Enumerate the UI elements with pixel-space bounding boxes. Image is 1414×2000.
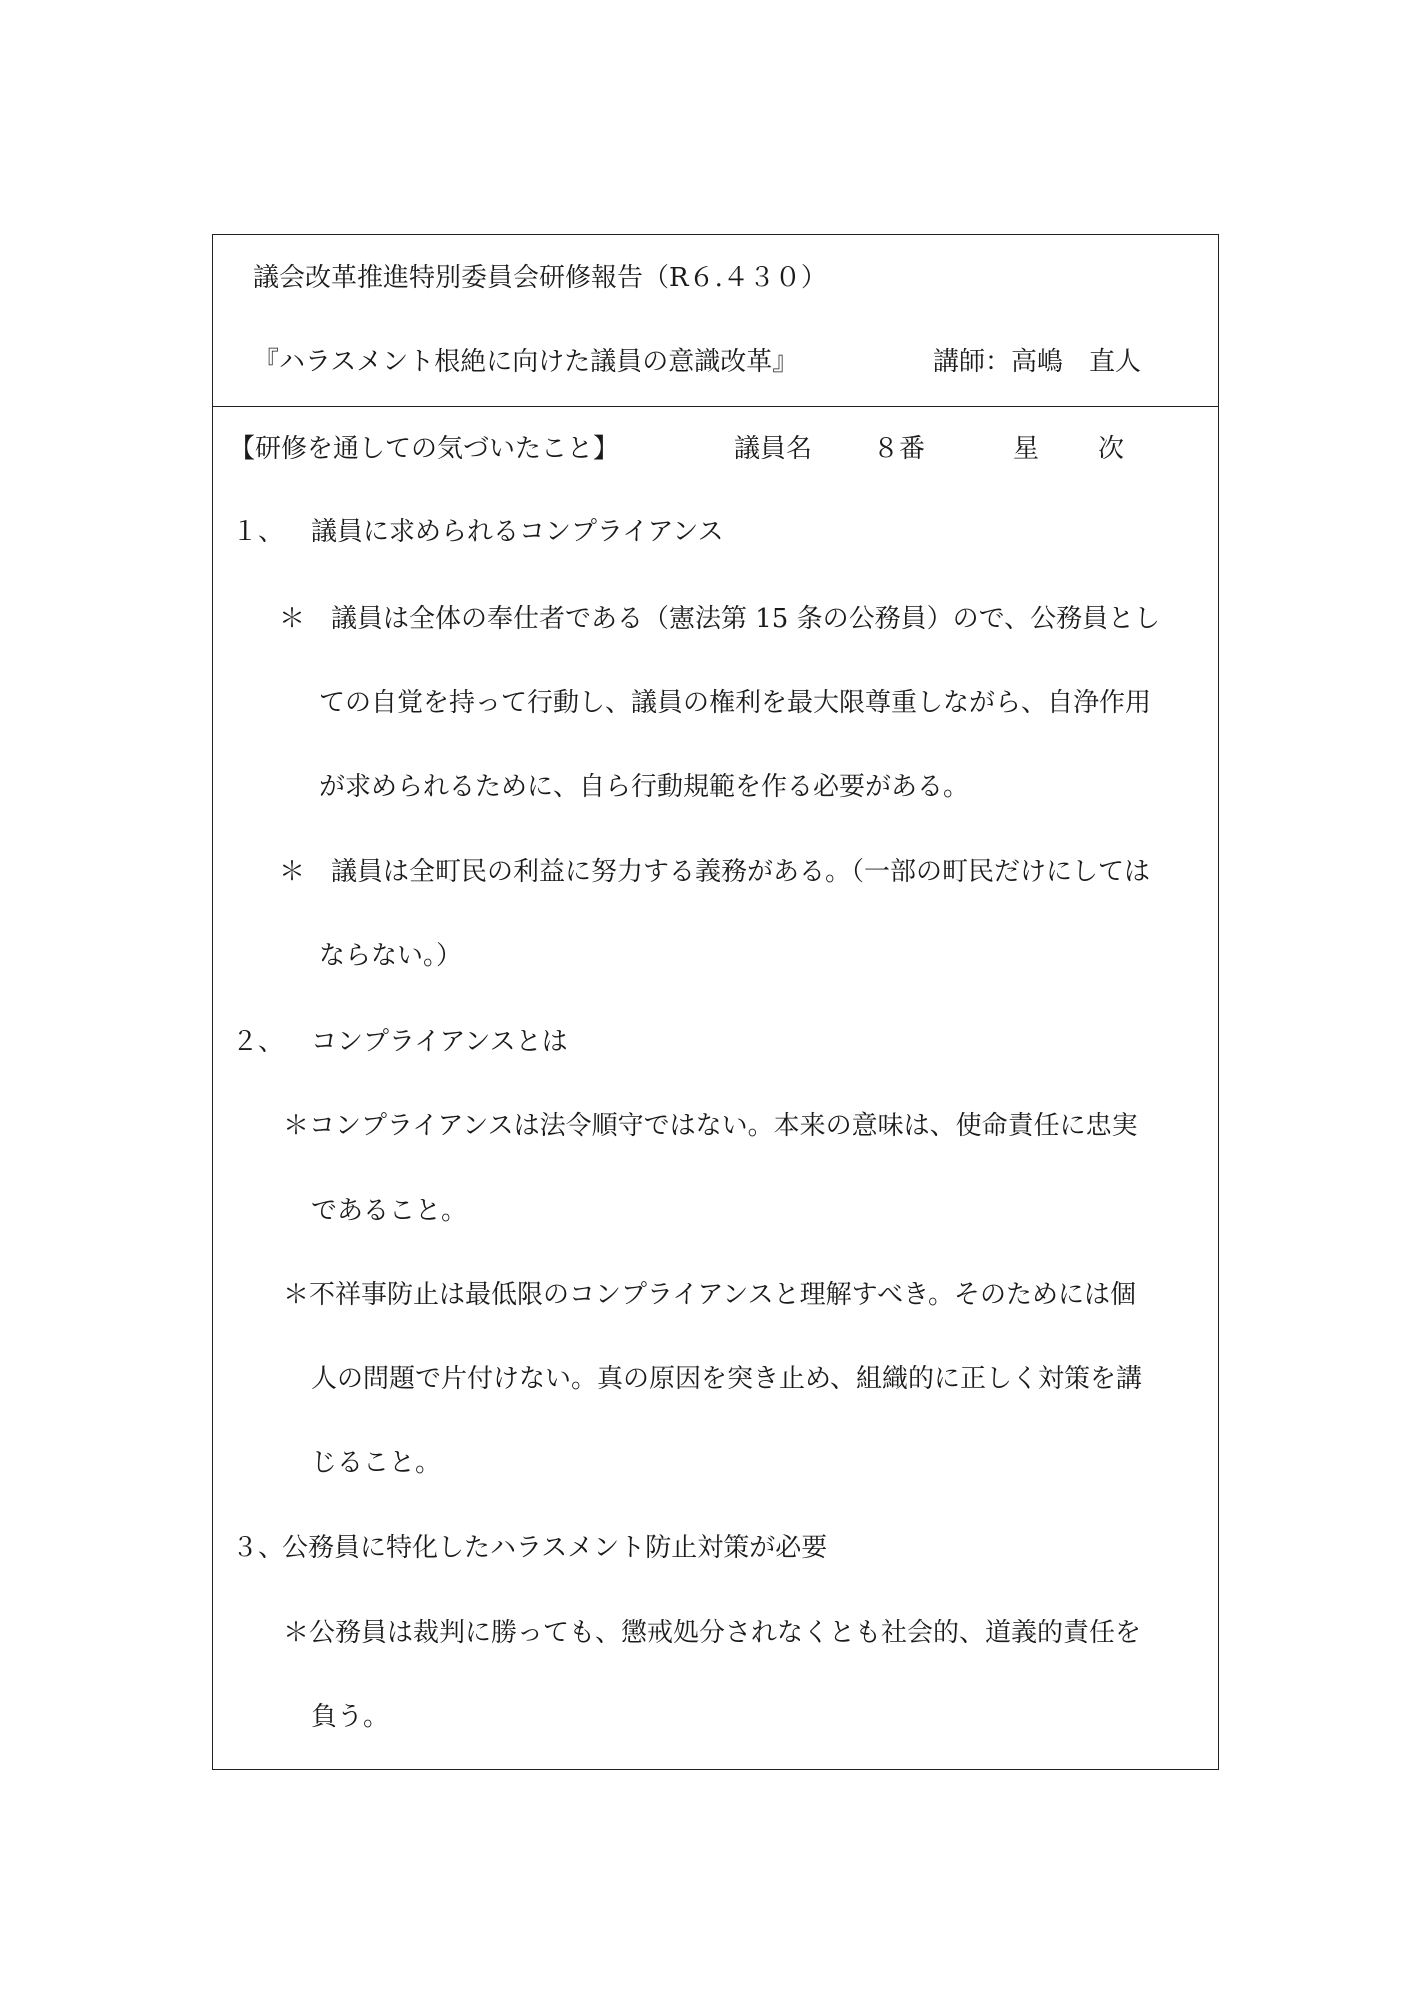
report-title: 議会改革推進特別委員会研修報告（R６.４３０）: [253, 263, 827, 293]
member-name-first: 星: [1013, 434, 1040, 464]
member-label: 議員名: [734, 434, 813, 464]
bullet-line: が求められるために、自ら行動規範を作る必要がある。: [319, 772, 970, 802]
bullet-line: ＊ 議員は全体の奉仕者である（憲法第 15 条の公務員）ので、公務員とし: [279, 604, 1161, 634]
bullet-line: ＊ 議員は全町民の利益に努力する義務がある。（一部の町民だけにしては: [279, 857, 1151, 887]
bullet-line: ての自覚を持って行動し、議員の権利を最大限尊重しながら、自浄作用: [319, 688, 1152, 718]
bullet-line: 負う。: [311, 1702, 390, 1732]
section-number: ２、: [232, 1027, 285, 1057]
member-number: ８番: [873, 434, 926, 464]
bullet-line: じること。: [311, 1448, 442, 1478]
section-number: １、: [232, 517, 285, 547]
bullet-line: ならない。）: [319, 941, 463, 971]
bullet-line: ＊公務員は裁判に勝っても、懲戒処分されなくとも社会的、道義的責任を: [283, 1618, 1142, 1648]
bullet-line: であること。: [311, 1196, 468, 1226]
header-divider: [213, 406, 1218, 407]
bullet-line: ＊不祥事防止は最低限のコンプライアンスと理解すべき。そのためには個: [283, 1280, 1137, 1310]
training-subject: 『ハラスメント根絶に向けた議員の意識改革』: [253, 347, 799, 377]
section-number: ３、: [232, 1533, 285, 1563]
bullet-line: 人の問題で片付けない。真の原因を突き止め、組織的に正しく対策を講: [311, 1364, 1142, 1394]
section-title: 公務員に特化したハラスメント防止対策が必要: [282, 1533, 828, 1563]
report-heading: 【研修を通しての気づいたこと】: [229, 434, 620, 464]
bullet-line: ＊コンプライアンスは法令順守ではない。本来の意味は、使命責任に忠実: [283, 1111, 1138, 1141]
member-name-last: 次: [1098, 434, 1125, 464]
section-title: 議員に求められるコンプライアンス: [311, 517, 724, 547]
section-title: コンプライアンスとは: [311, 1027, 568, 1057]
lecturer-name: 講師：高嶋 直人: [933, 347, 1142, 377]
